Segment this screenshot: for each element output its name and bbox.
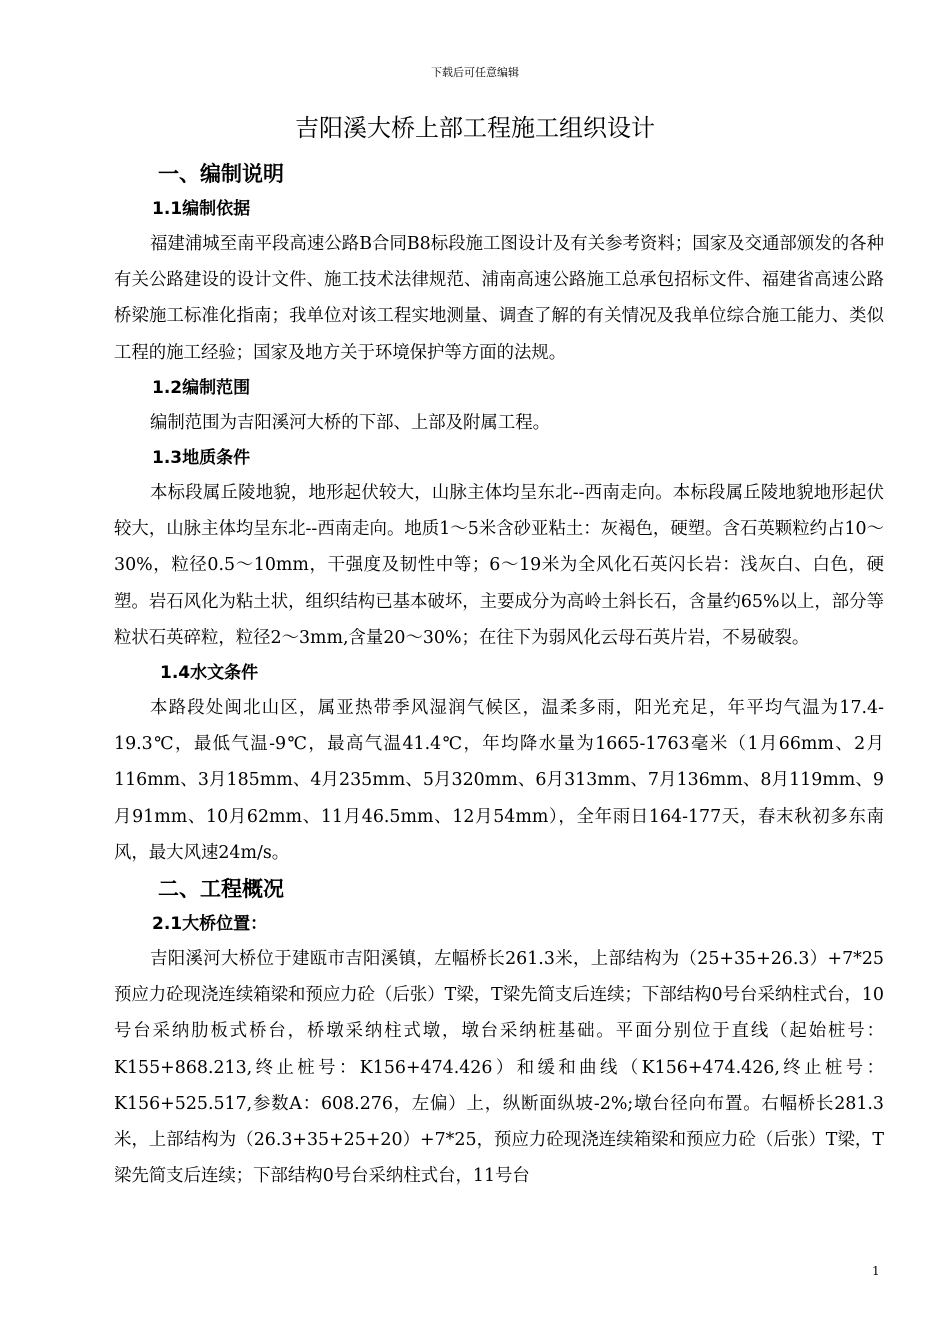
subsection-heading-2-1: 2.1大桥位置： [152,914,268,935]
subsection-heading-1-3: 1.3地质条件 [152,448,251,469]
paragraph-1-4: 本路段处闽北山区，属亚热带季风湿润气候区，温柔多雨，阳光充足，年平均气温为17.4-19.3℃，最低气温-9℃，最高气温41.4℃，年均降水量为1665-1763毫米（1月66mm、2月116mm、3月185mm、4月235mm、5月320mm、6月313mm、7月136mm、8月119mm、9月91mm、10月62mm、11月46.5mm、12月54mm），全年雨日164-177天，春末秋初多东南风，最大风速24m/s。 [114,698,884,863]
page-number: 1 [872,1264,880,1278]
subsection-heading-1-1: 1.1编制依据 [152,199,251,219]
document-body [114,156,884,1194]
paragraph-1-1: 福建浦城至南平段高速公路B合同B8标段施工图设计及有关参考资料；国家及交通部颁发的各种有关公路建设的设计文件、施工技术法律规范、浦南高速公路施工总承包招标文件、福建省高速公路桥梁施工标准化指南；我单位对该工程实地测量、调查了解的有关情况及我单位综合施工能力、类似工程的施工经验；国家及地方关于环境保护等方面的法规。 [114,234,884,363]
document-title: 吉阳溪大桥上部工程施工组织设计 [295,114,655,142]
paragraph-1-2: 编制范围为吉阳溪河大桥的下部、上部及附属工程。 [150,412,550,433]
header-note: 下载后可任意编辑 [431,66,519,79]
subsection-heading-1-2: 1.2编制范围 [152,377,251,398]
section-heading-2: 二、工程概况 [158,877,284,902]
subsection-heading-1-4: 1.4水文条件 [160,663,259,684]
paragraph-2-1: 吉阳溪河大桥位于建瓯市吉阳溪镇，左幅桥长261.3米，上部结构为（25+35+26.3）+7*25预应力砼现浇连续箱梁和预应力砼（后张）T梁，T梁先简支后连续；下部结构0号台采纳柱式台，10号台采纳肋板式桥台，桥墩采纳柱式墩，墩台采纳桩基础。平面分别位于直线（起始桩号：K155+868.213,终止桩号：K156+474.426）和缓和曲线（K156+474.426,终止桩号：K156+525.517,参数A：608.276，左偏）上，纵断面纵坡-2%;墩台径向布置。右幅桥长281.3米，上部结构为（26.3+35+25+20）+7*25，预应力砼现浇连续箱梁和预应力砼（后张）T梁，T梁先简支后连续；下部结构0号台采纳柱式台，11号台 [114,949,884,1187]
paragraph-1-3: 本标段属丘陵地貌，地形起伏较大，山脉主体均呈东北--西南走向。本标段属丘陵地貌地形起伏较大，山脉主体均呈东北--西南走向。地质1～5米含砂亚粘土：灰褐色，硬塑。含石英颗粒约占10～30%，粒径0.5～10mm，干强度及韧性中等；6～19米为全风化石英闪长岩：浅灰白、白色，硬塑。岩石风化为粘土状，组织结构已基本破坏，主要成分为高岭土斜长石，含量约65%以上，部分等粒状石英碎粒，粒径2～3mm,含量20～30%；在往下为弱风化云母石英片岩，不易破裂。 [114,483,884,648]
section-heading-1: 一、编制说明 [158,162,284,186]
